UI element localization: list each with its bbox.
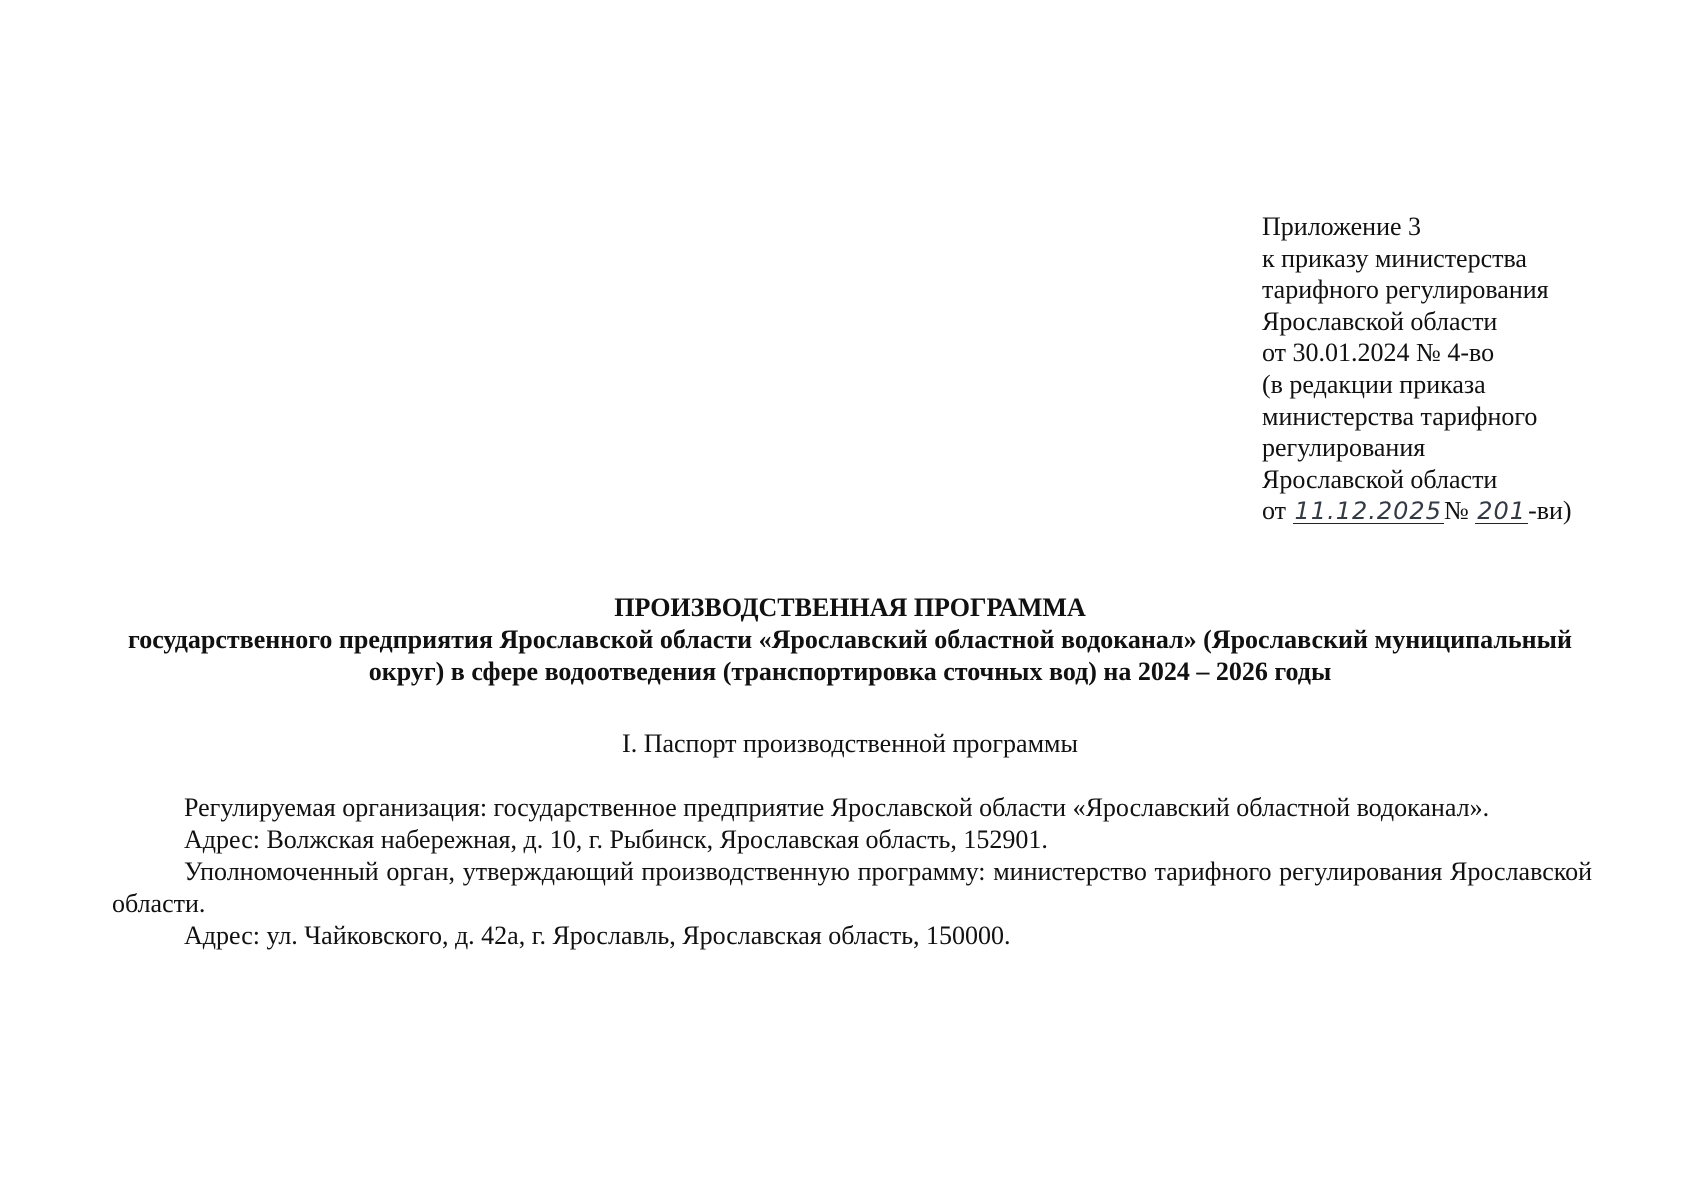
appendix-line: тарифного регулирования <box>1262 275 1549 305</box>
amendment-prefix: от <box>1262 496 1287 526</box>
paragraph-organization-address: Адрес: Волжская набережная, д. 10, г. Рыбинск, Ярославская область, 152901. <box>184 825 1048 854</box>
handwritten-date: 11.12.2025 <box>1294 497 1442 526</box>
appendix-line: Приложение 3 <box>1262 212 1422 241</box>
number-sign: № <box>1443 496 1469 526</box>
title-main: ПРОИЗВОДСТВЕННАЯ ПРОГРАММА <box>614 593 1086 622</box>
appendix-line: регулирования <box>1262 433 1426 463</box>
appendix-line: к приказу министерства <box>1262 243 1527 273</box>
appendix-block <box>1262 211 1682 527</box>
amendment-suffix: -ви) <box>1528 496 1572 526</box>
appendix-line: от 30.01.2024 № 4-во <box>1262 338 1495 368</box>
handwritten-number: 201 <box>1477 497 1527 526</box>
document-title <box>110 592 1590 688</box>
appendix-line: (в редакции приказа <box>1262 369 1486 399</box>
title-subtitle: государственного предприятия Ярославской области «Ярославский областной водоканал» (Ярославский муниципальный округ) в сфере водоотведения (транспортировка сточных вод) на 2024 – 2026 годы <box>128 625 1572 686</box>
amendment-line <box>1262 495 1682 527</box>
passport-body <box>112 792 1592 952</box>
paragraph-authority: Уполномоченный орган, утверждающий производственную программу: министерство тарифного регулирования Ярославской области. <box>112 857 1592 918</box>
appendix-line: министерства тарифного <box>1262 401 1538 431</box>
appendix-line: Ярославской области <box>1262 306 1498 336</box>
paragraph-authority-address: Адрес: ул. Чайковского, д. 42а, г. Ярославль, Ярославская область, 150000. <box>184 921 1011 950</box>
paragraph-organization: Регулируемая организация: государственное предприятие Ярославской области «Ярославский областной водоканал». <box>184 793 1490 822</box>
appendix-line: Ярославской области <box>1262 464 1498 494</box>
section-heading: I. Паспорт производственной программы <box>622 729 1078 758</box>
